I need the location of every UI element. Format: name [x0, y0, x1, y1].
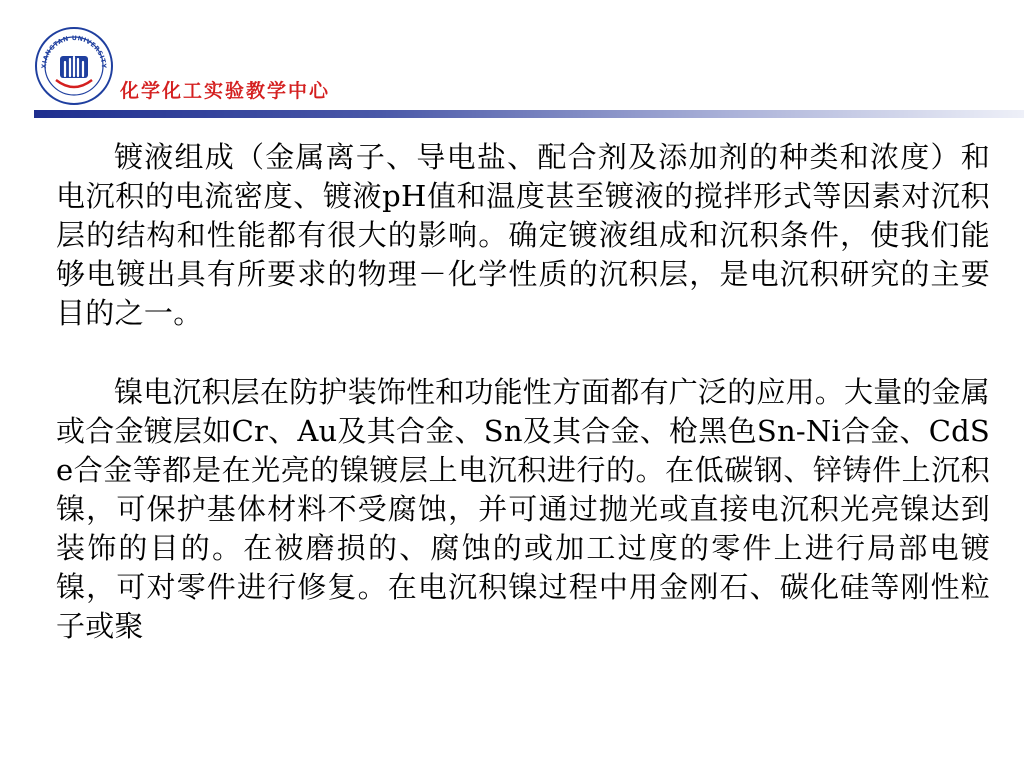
center-title: 化学化工实验教学中心 — [120, 80, 331, 102]
paragraph-electroplating-conditions: 镀液组成（金属离子、导电盐、配合剂及添加剂的种类和浓度）和电沉积的电流密度、镀液pH值和温度甚至镀液的搅拌形式等因素对沉积层的结构和性能都有很大的影响。确定镀液组成和沉积条件，使我们能够电镀出具有所要求的物理－化学性质的沉积层，是电沉积研究的主要目的之一。 — [56, 140, 990, 330]
slide-header — [0, 0, 1024, 122]
header-divider — [34, 110, 1024, 118]
university-logo — [34, 26, 114, 106]
slide-body — [56, 138, 990, 646]
logo-university-name: XIANGTAN UNIVERSITY — [40, 34, 108, 69]
paragraph-nickel-applications: 镍电沉积层在防护装饰性和功能性方面都有广泛的应用。大量的金属或合金镀层如Cr、Au及其合金、Sn及其合金、枪黑色Sn-Ni合金、CdSe合金等都是在光亮的镍镀层上电沉积进行的。在低碳钢、锌铸件上沉积镍，可保护基体材料不受腐蚀，并可通过抛光或直接电沉积光亮镍达到装饰的目的。在被磨损的、腐蚀的或加工过度的零件上进行局部电镀镍，可对零件进行修复。在电沉积镍过程中用金刚石、碳化硅等刚性粒子或聚 — [56, 375, 991, 643]
